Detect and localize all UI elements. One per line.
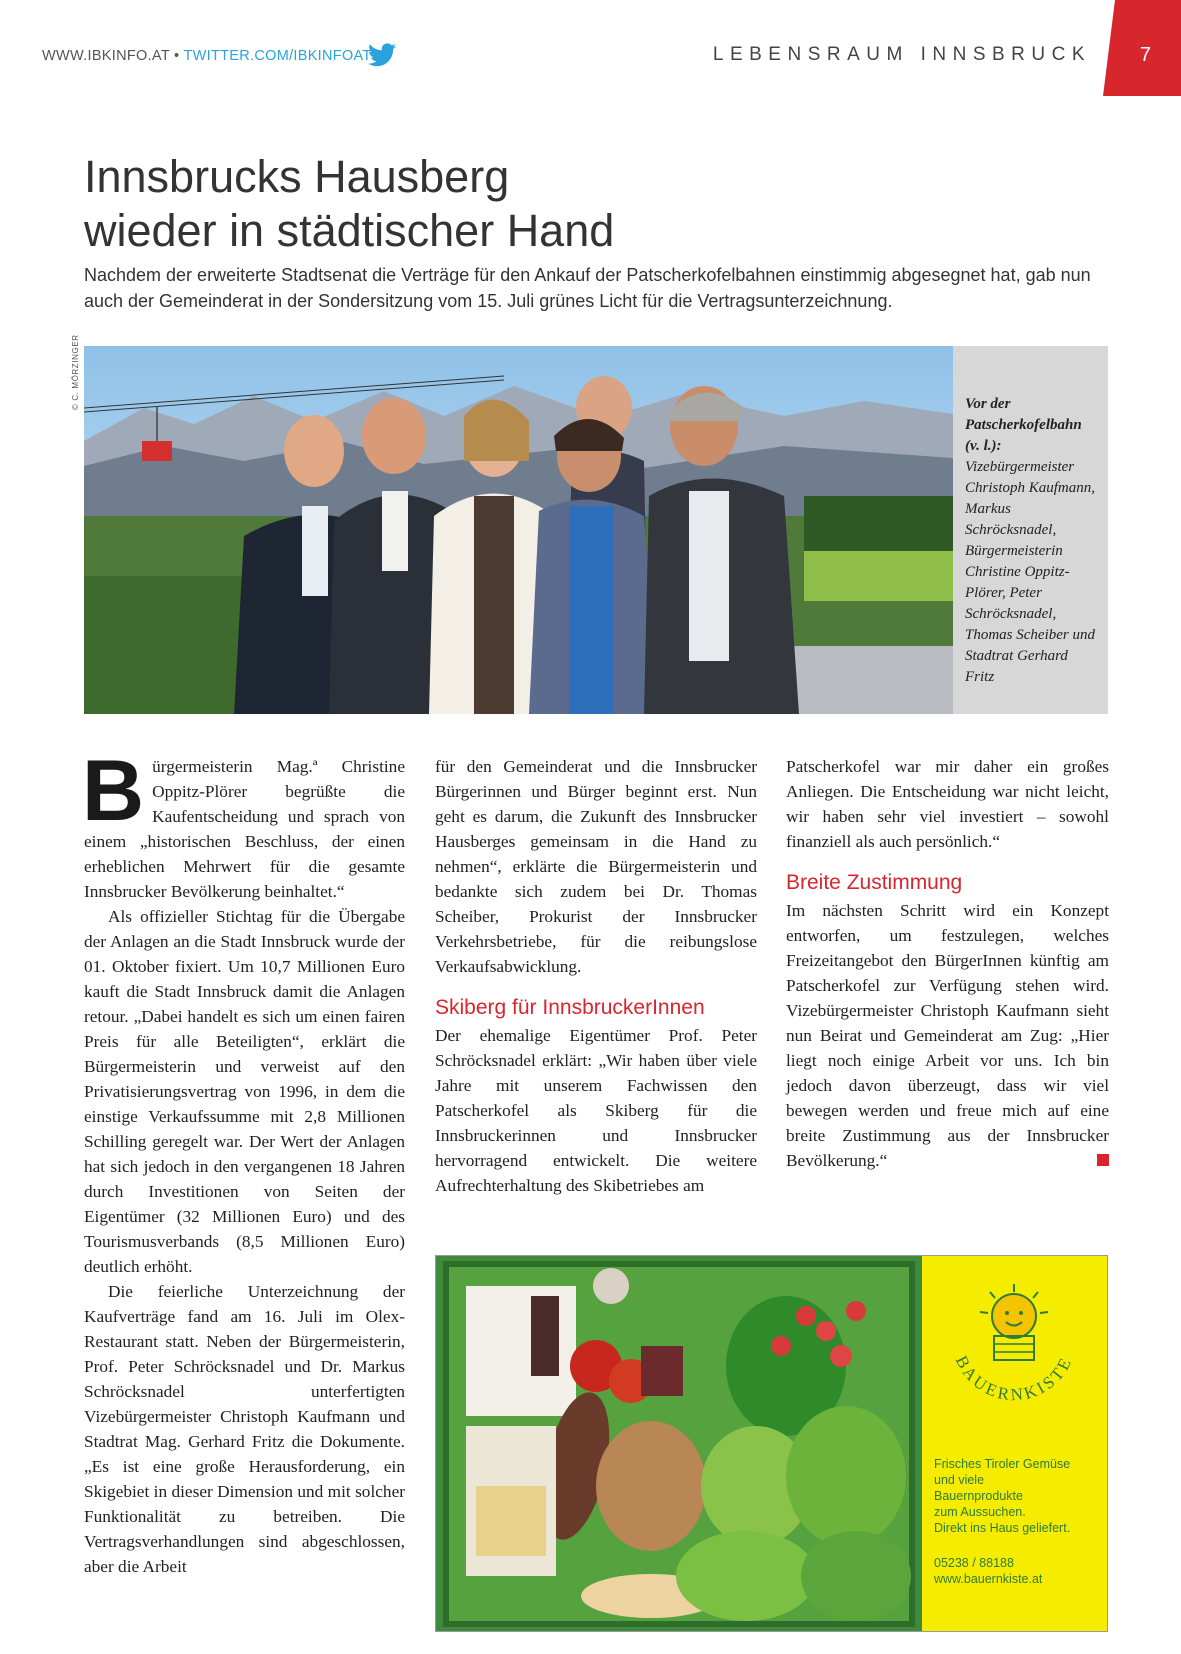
ad-line-3: Bauernprodukte	[934, 1489, 1023, 1503]
section-title: LEBENSRAUM INNSBRUCK	[712, 44, 1091, 65]
article-lead: Nachdem der erweiterte Stadtsenat die Verträge für den Ankauf der Patscherkofelbahnen einstimmig abgesegnet hat, gab nun auch der Gemeinderat in der Sondersitzung vom 15. Juli grünes Licht für die Vertragsunterzeichnung.	[84, 265, 1091, 311]
article-column-2	[435, 754, 757, 1198]
end-mark-icon	[1097, 1154, 1109, 1166]
article-photo	[84, 346, 953, 714]
ad-line-1: Frisches Tiroler Gemüse	[934, 1457, 1071, 1471]
site-url[interactable]: WWW.IBKINFO.AT	[42, 48, 170, 64]
photo-credit: © C. MÖRZINGER	[71, 334, 80, 410]
bauernkiste-advertisement[interactable]	[435, 1255, 1108, 1632]
paragraph-7: Im nächsten Schritt wird ein Konzept entworfen, um festzulegen, welches Freizeitangebot den BürgerInnen künftig am Patscherkofel zur Verfügung stehen wird. Vizebürgermeister Christoph Kaufmann sieht nun Beirat und Gemeinderat am Zug: „Hier liegt noch einige Arbeit vor uns. Ich bin jedoch davon überzeugt, dass wir viel bewegen werden und freue mich auf eine breite Zustimmung aus der Innsbrucker Bevölkerung.“	[786, 901, 1109, 1170]
ad-url[interactable]: www.bauernkiste.at	[934, 1572, 1043, 1586]
ad-phone[interactable]: 05238 / 88188	[934, 1556, 1014, 1570]
ad-line-4: zum Aussuchen.	[934, 1505, 1026, 1519]
article-column-3	[786, 754, 1109, 1173]
paragraph-6: Patscherkofel war mir daher ein großes Anliegen. Die Entscheidung war nicht leicht, wir haben sehr viel investiert – sowohl finanziell als auch persönlich.“	[786, 757, 1109, 851]
photo-caption	[953, 346, 1108, 714]
drop-cap: B	[82, 743, 145, 839]
paragraph-3: Die feierliche Unterzeichnung der Kaufverträge fand am 16. Juli im Olex-Restaurant statt. Neben der Bürgermeisterin, Prof. Peter Schröcksnadel und Dr. Markus Schröcksnadel unterfertigten Vizebürgermeister Christoph Kaufmann und Stadtrat Mag. Gerhard Fritz die Dokumente. „Es ist eine große Herausforderung, ein Skigebiet in dieser Dimension und mit solcher Funktionalität zu betreiben. Die Vertragsverhandlungen sind abgeschlossen, aber die Arbeit	[84, 1282, 405, 1576]
subheading-zustimmung: Breite Zustimmung	[786, 871, 963, 894]
logo-text: BAUERNKISTE	[951, 1352, 1077, 1405]
title-line-1: Innsbrucks Hausberg	[84, 151, 510, 202]
ad-description	[934, 1456, 1070, 1536]
article-title	[84, 150, 614, 258]
caption-title: Vor der Patscherkofelbahn (v. l.):	[965, 396, 1082, 454]
caption-text: Vizebürgermeister Christoph Kaufmann, Markus Schröcksnadel, Bürgermeisterin Christine Oppitz-Plörer, Peter Schröcksnadel, Thomas Scheiber und Stadtrat Gerhard Fritz	[965, 459, 1096, 685]
paragraph-2: Als offizieller Stichtag für die Übergabe der Anlagen an die Stadt Innsbruck wurde der 01. Oktober fixiert. Um 10,7 Millionen Euro kauft die Stadt Innsbruck damit die Anlagen retour. „Dabei handelt es sich um einen fairen Preis für alle Beteiligten“, erklärt die Bürgermeisterin und verweist auf den Privatisierungsvertrag von 1996, in dem die einstige Verkaufssumme mit 2,8 Millionen Schilling geregelt war. Der Wert der Anlagen hat sich jedoch in den vergangenen 18 Jahren durch Investitionen von Seiten der Eigentümer (32 Millionen Euro) und des Tourismusverbands (8,5 Millionen Euro) deutlich erhöht.	[84, 907, 405, 1276]
ad-line-2: und viele	[934, 1473, 985, 1487]
paragraph-4: für den Gemeinderat und die Innsbrucker Bürgerinnen und Bürger beginnt erst. Nun geht es darum, die Zukunft des Innsbrucker Hausberges gemeinsam in die Hand zu nehmen“, erklärte die Bürgermeisterin und bedankte sich zudem bei Dr. Thomas Scheiber, Prokurist der Innsbrucker Verkehrsbetriebe, für die reibungslose Verkaufsabwicklung.	[435, 757, 757, 976]
twitter-link[interactable]: TWITTER.COM/IBKINFOAT	[183, 48, 372, 64]
bauernkiste-logo	[934, 1278, 1094, 1428]
paragraph-1: Bürgermeisterin Mag.ª Christine Oppitz-Plörer begrüßte die Kaufentscheidung und sprach von einem „historischen Beschluss, der einen erheblichen Mehrwert für die gesamte Innsbrucker Bevölkerung beinhaltet.“	[82, 743, 405, 901]
header-separator: •	[169, 48, 184, 64]
ad-vegetable-crate-image	[436, 1256, 922, 1631]
group-photo-image	[84, 346, 953, 714]
twitter-bird-icon[interactable]	[368, 42, 396, 68]
ad-info-panel	[922, 1256, 1107, 1631]
ad-line-5: Direkt ins Haus geliefert.	[934, 1521, 1071, 1535]
header-links	[42, 48, 372, 64]
paragraph-5: Der ehemalige Eigentümer Prof. Peter Schröcksnadel erklärt: „Wir haben über viele Jahre mit unserem Fachwissen den Patscherkofel als Skiberg für die Innsbruckerinnen und Innsbrucker hervorragend entwickelt. Die weitere Aufrechterhaltung des Skibetriebes am	[435, 1026, 757, 1195]
ad-contact	[934, 1555, 1042, 1587]
article-column-1	[82, 743, 405, 1579]
page-number: 7	[1139, 44, 1151, 66]
title-line-2: wieder in städtischer Hand	[84, 205, 615, 256]
subheading-skiberg: Skiberg für InnsbruckerInnen	[435, 996, 705, 1019]
